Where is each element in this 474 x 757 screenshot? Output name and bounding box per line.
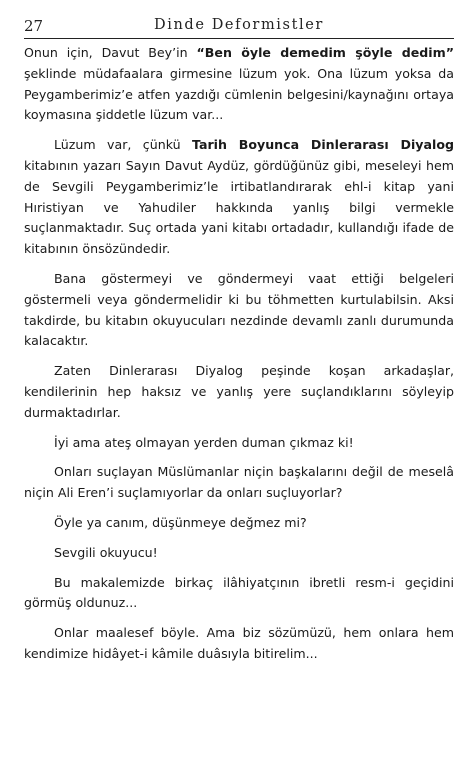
paragraph-2 <box>24 135 454 260</box>
text-run: Lüzum var, çünkü <box>54 137 192 153</box>
page-header <box>24 14 454 39</box>
paragraph-6 <box>24 462 454 504</box>
paragraph-3 <box>24 269 454 352</box>
paragraph-10 <box>24 623 454 665</box>
paragraph-5 <box>24 433 454 454</box>
paragraph-8 <box>24 543 454 564</box>
text-run: şeklinde müdafaalara girmesine lüzum yok. Ona lüzum yoksa da Peygamberimiz’e atfen yazdığı cümlenin belgesini/kaynağını ortaya koymasına şiddetle lüzum var... <box>24 65 454 123</box>
book-page <box>24 14 454 674</box>
text-run: Bu makalemizde birkaç ilâhiyatçının ibretli resm-i geçidini görmüş oldunuz... <box>24 574 454 611</box>
text-run: Sevgili okuyucu! <box>54 544 158 560</box>
text-run: İyi ama ateş olmayan yerden duman çıkmaz ki! <box>54 434 354 450</box>
bold-phrase: Tarih Boyunca Dinlerarası Diyalog <box>192 137 454 153</box>
text-run: Onlar maalesef böyle. Ama biz sözümüzü, hem onlara hem kendimize hidâyet-i kâmile duâsıyla bitirelim... <box>24 625 454 661</box>
paragraph-9 <box>24 573 454 615</box>
text-run: Öyle ya canım, düşünmeye değmez mi? <box>54 514 307 530</box>
page-number: 27 <box>24 17 44 35</box>
text-run: Onun için, Davut Bey’in <box>24 45 197 60</box>
paragraph-1 <box>24 43 454 126</box>
text-run: Zaten Dinlerarası Diyalog peşinde koşan arkadaşlar, kendilerinin hep haksız ve yanlış yere suçlandıklarını söyleyip durmaktadırlar. <box>24 363 454 420</box>
text-run: Onları suçlayan Müslümanlar niçin başkalarını değil de meselâ niçin Ali Eren’i suçlamıyorlar da onları suçluyorlar? <box>24 464 454 501</box>
body-text <box>24 43 454 665</box>
text-run: kitabının yazarı Sayın Davut Aydüz, gördüğünüz gibi, meseleyi hem de Sevgili Peygamberimiz’le irtibatlandırarak ehl-i kitap yani Hıristiyan ve Yahudiler hakkında yanlış bilgi vermekle suçlanmaktadır. Suç ortada yani kitabı ortadadır, kullandığı ifade de kitabının önsözündedir. <box>24 157 454 257</box>
paragraph-7 <box>24 513 454 534</box>
text-run: Bana göstermeyi ve göndermeyi vaat ettiği belgeleri göstermeli veya göndermelidir ki bu töhmetten kurtulabilsin. Aksi takdirde, bu kitabın okuyucuları nezdinde devamlı zanlı durumunda kalacaktır. <box>24 270 454 349</box>
paragraph-4 <box>24 361 454 423</box>
bold-phrase: “Ben öyle demedim şöyle dedim” <box>196 45 454 60</box>
running-title: Dinde Deformistler <box>154 17 324 33</box>
